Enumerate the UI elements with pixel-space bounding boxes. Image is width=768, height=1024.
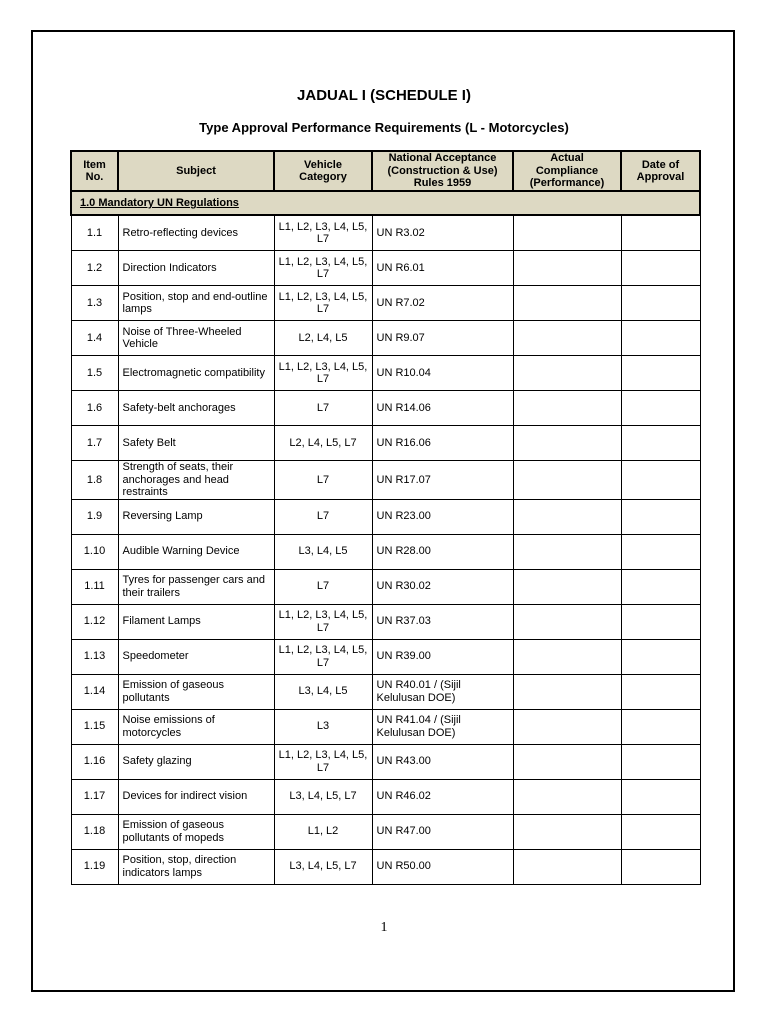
cell-actual-compliance [513, 569, 621, 604]
cell-item-no: 1.6 [71, 391, 118, 426]
table-row [71, 356, 700, 391]
table-row [71, 604, 700, 639]
cell-subject: Audible Warning Device [118, 534, 274, 569]
cell-subject: Filament Lamps [118, 604, 274, 639]
cell-item-no: 1.12 [71, 604, 118, 639]
document-title: JADUAL I (SCHEDULE I) [297, 87, 471, 104]
cell-actual-compliance [513, 426, 621, 461]
cell-national-acceptance: UN R7.02 [372, 286, 513, 321]
header-national-acceptance: National Acceptance (Construction & Use) Rules 1959 [372, 151, 513, 191]
cell-date-of-approval [621, 461, 700, 500]
cell-national-acceptance: UN R14.06 [372, 391, 513, 426]
cell-actual-compliance [513, 286, 621, 321]
cell-item-no: 1.7 [71, 426, 118, 461]
cell-actual-compliance [513, 391, 621, 426]
page-number: 1 [380, 920, 388, 935]
cell-actual-compliance [513, 499, 621, 534]
table-row [71, 569, 700, 604]
cell-subject: Noise of Three-Wheeled Vehicle [118, 321, 274, 356]
cell-actual-compliance [513, 849, 621, 884]
cell-item-no: 1.5 [71, 356, 118, 391]
cell-national-acceptance: UN R6.01 [372, 251, 513, 286]
cell-national-acceptance: UN R37.03 [372, 604, 513, 639]
cell-national-acceptance: UN R41.04 / (Sijil Kelulusan DOE) [372, 709, 513, 744]
cell-vehicle-category: L7 [274, 569, 372, 604]
table-row [71, 674, 700, 709]
cell-vehicle-category: L7 [274, 461, 372, 500]
cell-vehicle-category: L3, L4, L5 [274, 674, 372, 709]
cell-actual-compliance [513, 814, 621, 849]
section-row [71, 191, 700, 215]
cell-national-acceptance: UN R10.04 [372, 356, 513, 391]
table-row [71, 426, 700, 461]
cell-vehicle-category: L1, L2, L3, L4, L5, L7 [274, 744, 372, 779]
cell-subject: Direction Indicators [118, 251, 274, 286]
cell-date-of-approval [621, 744, 700, 779]
cell-date-of-approval [621, 779, 700, 814]
table-body [71, 191, 700, 884]
document-subtitle: Type Approval Performance Requirements (L - Motorcycles) [199, 120, 569, 135]
cell-actual-compliance [513, 744, 621, 779]
table-row [71, 499, 700, 534]
table-row [71, 251, 700, 286]
cell-vehicle-category: L3, L4, L5, L7 [274, 779, 372, 814]
cell-vehicle-category: L3, L4, L5 [274, 534, 372, 569]
table-row [71, 534, 700, 569]
cell-national-acceptance: UN R39.00 [372, 639, 513, 674]
table-row [71, 461, 700, 500]
cell-national-acceptance: UN R47.00 [372, 814, 513, 849]
header-item-no: Item No. [71, 151, 118, 191]
cell-actual-compliance [513, 321, 621, 356]
section-heading-text: 1.0 Mandatory UN Regulations [80, 196, 239, 209]
cell-vehicle-category: L3 [274, 709, 372, 744]
cell-subject: Position, stop, direction indicators lamps [118, 849, 274, 884]
cell-subject: Emission of gaseous pollutants of mopeds [118, 814, 274, 849]
cell-vehicle-category: L7 [274, 391, 372, 426]
cell-national-acceptance: UN R23.00 [372, 499, 513, 534]
cell-subject: Safety glazing [118, 744, 274, 779]
cell-national-acceptance: UN R3.02 [372, 215, 513, 251]
cell-date-of-approval [621, 321, 700, 356]
cell-actual-compliance [513, 604, 621, 639]
header-vehicle-category: Vehicle Category [274, 151, 372, 191]
cell-vehicle-category: L1, L2, L3, L4, L5, L7 [274, 251, 372, 286]
cell-vehicle-category: L7 [274, 499, 372, 534]
cell-date-of-approval [621, 356, 700, 391]
cell-vehicle-category: L1, L2, L3, L4, L5, L7 [274, 639, 372, 674]
cell-date-of-approval [621, 814, 700, 849]
header-actual-compliance: Actual Compliance (Performance) [513, 151, 621, 191]
cell-date-of-approval [621, 604, 700, 639]
cell-item-no: 1.4 [71, 321, 118, 356]
cell-date-of-approval [621, 849, 700, 884]
cell-vehicle-category: L3, L4, L5, L7 [274, 849, 372, 884]
cell-actual-compliance [513, 639, 621, 674]
cell-item-no: 1.2 [71, 251, 118, 286]
cell-subject: Safety-belt anchorages [118, 391, 274, 426]
cell-date-of-approval [621, 639, 700, 674]
table-row [71, 744, 700, 779]
cell-date-of-approval [621, 426, 700, 461]
cell-item-no: 1.11 [71, 569, 118, 604]
cell-national-acceptance: UN R28.00 [372, 534, 513, 569]
cell-item-no: 1.1 [71, 215, 118, 251]
cell-item-no: 1.3 [71, 286, 118, 321]
cell-subject: Retro-reflecting devices [118, 215, 274, 251]
cell-subject: Safety Belt [118, 426, 274, 461]
cell-date-of-approval [621, 215, 700, 251]
cell-national-acceptance: UN R30.02 [372, 569, 513, 604]
section-heading [71, 191, 700, 215]
cell-date-of-approval [621, 534, 700, 569]
cell-vehicle-category: L1, L2, L3, L4, L5, L7 [274, 286, 372, 321]
cell-item-no: 1.17 [71, 779, 118, 814]
cell-vehicle-category: L2, L4, L5, L7 [274, 426, 372, 461]
cell-actual-compliance [513, 461, 621, 500]
cell-subject: Electromagnetic compatibility [118, 356, 274, 391]
schedule-table [70, 150, 701, 885]
cell-subject: Strength of seats, their anchorages and head restraints [118, 461, 274, 500]
cell-vehicle-category: L1, L2, L3, L4, L5, L7 [274, 215, 372, 251]
cell-actual-compliance [513, 215, 621, 251]
cell-item-no: 1.13 [71, 639, 118, 674]
cell-national-acceptance: UN R16.06 [372, 426, 513, 461]
cell-item-no: 1.8 [71, 461, 118, 500]
cell-date-of-approval [621, 709, 700, 744]
table-row [71, 849, 700, 884]
cell-item-no: 1.15 [71, 709, 118, 744]
cell-subject: Reversing Lamp [118, 499, 274, 534]
cell-date-of-approval [621, 674, 700, 709]
cell-actual-compliance [513, 251, 621, 286]
table-row [71, 391, 700, 426]
cell-item-no: 1.14 [71, 674, 118, 709]
cell-actual-compliance [513, 534, 621, 569]
cell-actual-compliance [513, 674, 621, 709]
cell-date-of-approval [621, 251, 700, 286]
cell-national-acceptance: UN R50.00 [372, 849, 513, 884]
cell-item-no: 1.18 [71, 814, 118, 849]
table-header-row [71, 151, 700, 191]
table-row [71, 321, 700, 356]
header-date-of-approval: Date of Approval [621, 151, 700, 191]
cell-subject: Speedometer [118, 639, 274, 674]
cell-actual-compliance [513, 356, 621, 391]
cell-item-no: 1.9 [71, 499, 118, 534]
cell-vehicle-category: L1, L2, L3, L4, L5, L7 [274, 604, 372, 639]
cell-vehicle-category: L1, L2 [274, 814, 372, 849]
cell-item-no: 1.16 [71, 744, 118, 779]
cell-national-acceptance: UN R43.00 [372, 744, 513, 779]
cell-date-of-approval [621, 499, 700, 534]
cell-national-acceptance: UN R17.07 [372, 461, 513, 500]
table-row [71, 639, 700, 674]
cell-date-of-approval [621, 569, 700, 604]
cell-subject: Emission of gaseous pollutants [118, 674, 274, 709]
cell-national-acceptance: UN R40.01 / (Sijil Kelulusan DOE) [372, 674, 513, 709]
cell-subject: Devices for indirect vision [118, 779, 274, 814]
cell-national-acceptance: UN R46.02 [372, 779, 513, 814]
cell-vehicle-category: L1, L2, L3, L4, L5, L7 [274, 356, 372, 391]
table-row [71, 709, 700, 744]
table-row [71, 215, 700, 251]
cell-item-no: 1.19 [71, 849, 118, 884]
cell-national-acceptance: UN R9.07 [372, 321, 513, 356]
cell-actual-compliance [513, 709, 621, 744]
cell-subject: Noise emissions of motorcycles [118, 709, 274, 744]
cell-actual-compliance [513, 779, 621, 814]
header-subject: Subject [118, 151, 274, 191]
cell-date-of-approval [621, 391, 700, 426]
table-row [71, 779, 700, 814]
cell-item-no: 1.10 [71, 534, 118, 569]
cell-date-of-approval [621, 286, 700, 321]
table-row [71, 814, 700, 849]
cell-vehicle-category: L2, L4, L5 [274, 321, 372, 356]
cell-subject: Position, stop and end-outline lamps [118, 286, 274, 321]
table-row [71, 286, 700, 321]
cell-subject: Tyres for passenger cars and their trailers [118, 569, 274, 604]
